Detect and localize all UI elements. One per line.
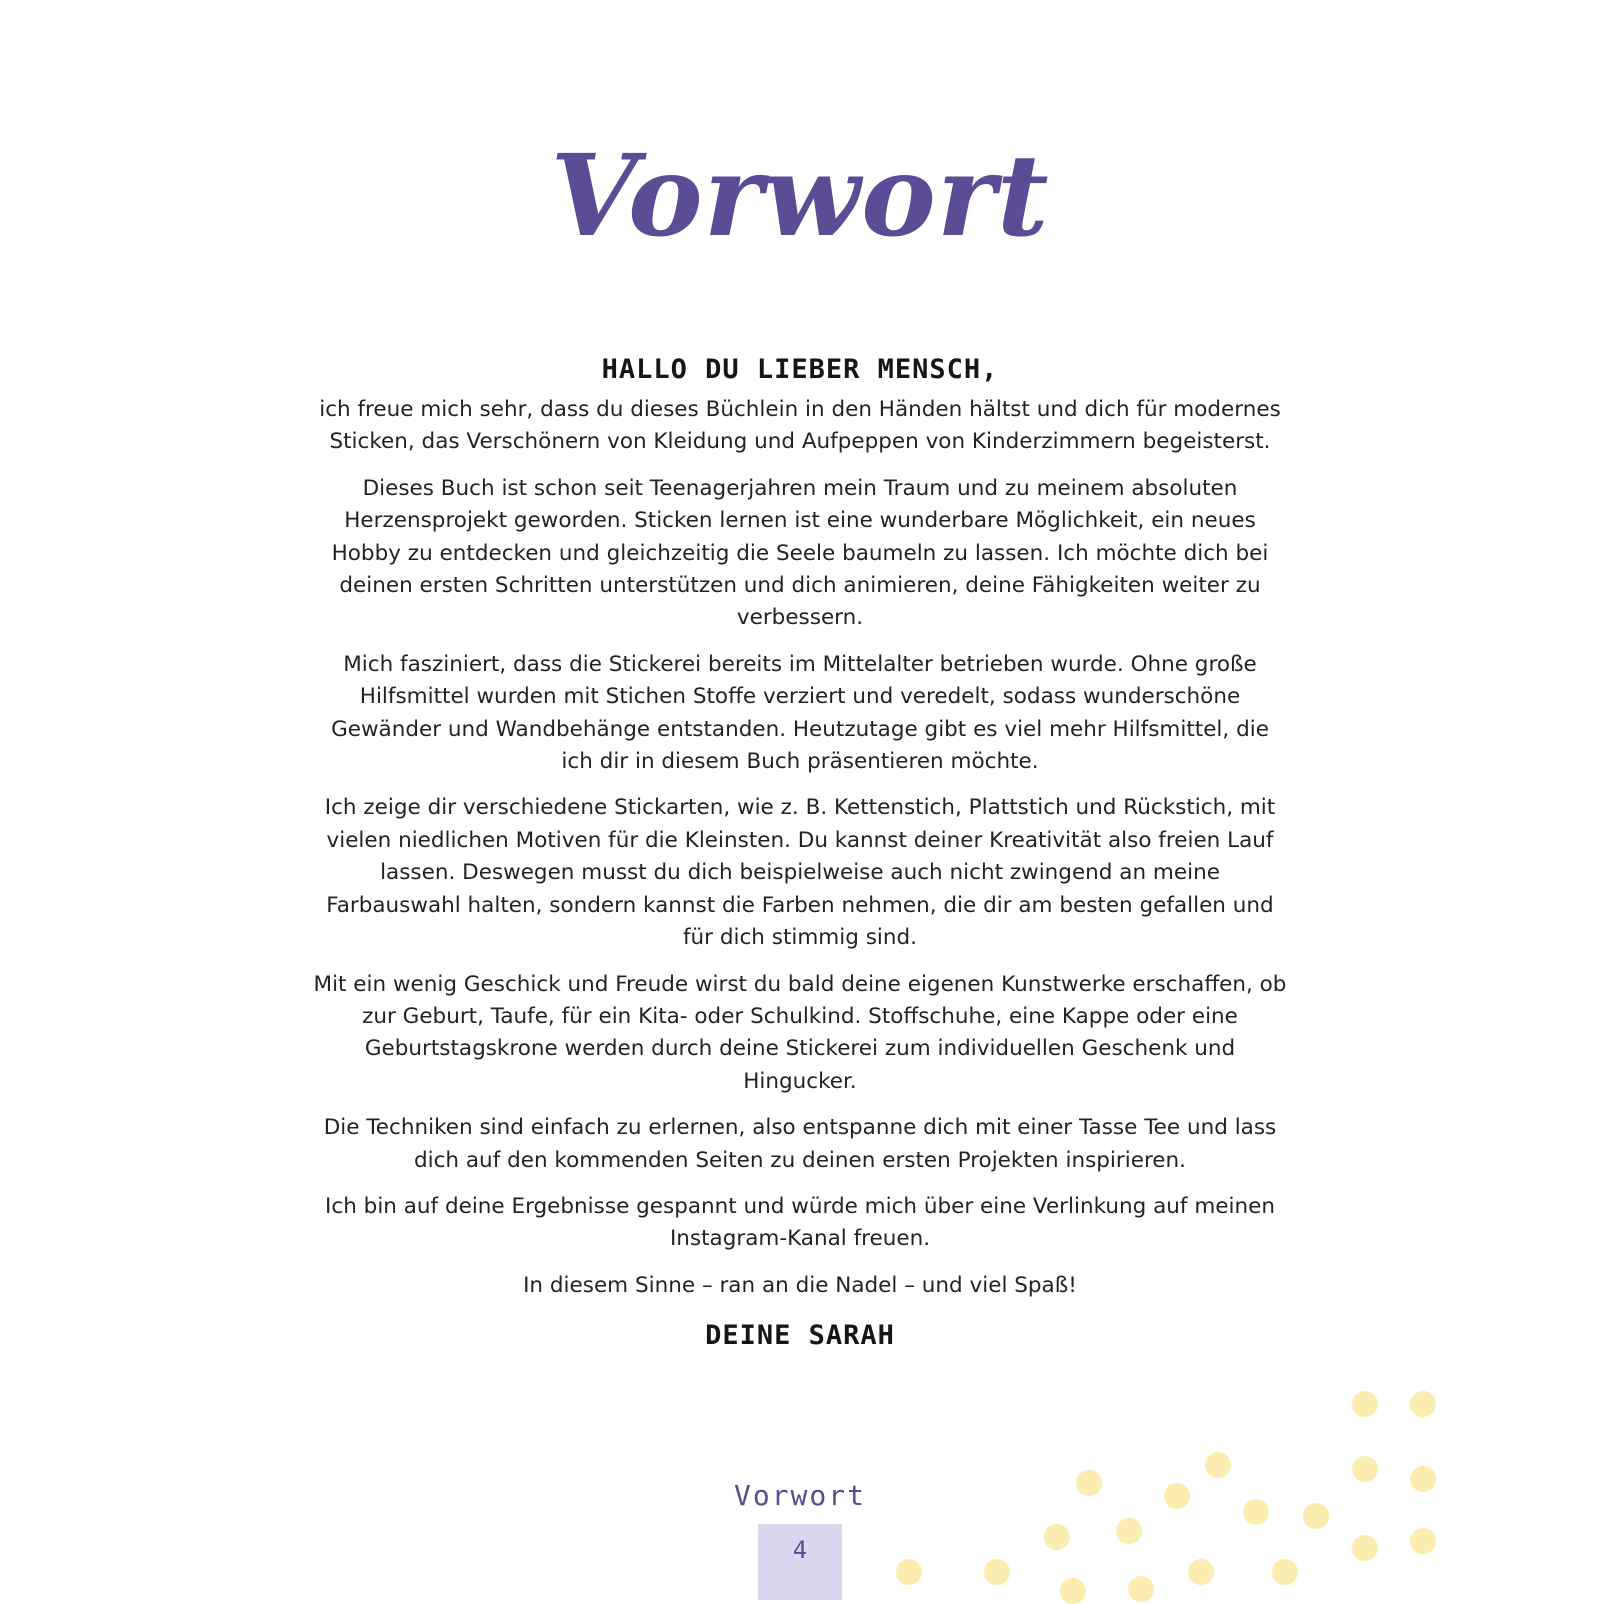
decorative-dot (1060, 1578, 1086, 1604)
decorative-dot (1352, 1535, 1378, 1561)
paragraph-2: Dieses Buch ist schon seit Teenagerjahren mein Traum und zu meinem absoluten Herzensprojekt geworden. Sticken lernen ist eine wunderbare Möglichkeit, ein neues Hobby zu entdecken und gleichzeitig die Seele baumeln zu lassen. Ich möchte dich bei deinen ersten Schritten unterstützen und dich animieren, deine Fähigkeiten weiter zu verbessern. (331, 475, 1269, 631)
decorative-dot (1272, 1559, 1298, 1585)
sign-off: DEINE SARAH (705, 1320, 895, 1352)
page-number: 4 (758, 1524, 842, 1600)
paragraph-1: ich freue mich sehr, dass du dieses Büchlein in den Händen hältst und dich für modernes Sticken, das Verschönern von Kleidung und Aufpeppen von Kinderzimmern begeisterst. (319, 397, 1281, 455)
decorative-dot (1116, 1518, 1142, 1544)
decorative-dot (1128, 1576, 1154, 1602)
paragraph-5: Mit ein wenig Geschick und Freude wirst du bald deine eigenen Kunstwerke erschaffen, ob zur Geburt, Taufe, für ein Kita- oder Schulkind. Stoffschuhe, eine Kappe oder eine Geburtstagskrone werden durch deine Stickerei zum individuellen Geschenk und Hingucker. (313, 971, 1287, 1094)
decorative-dot (1188, 1559, 1214, 1585)
paragraph-6: Die Techniken sind einfach zu erlernen, also entspanne dich mit einer Tasse Tee und lass dich auf den kommenden Seiten zu deinen ersten Projekten inspirieren. (323, 1115, 1277, 1173)
paragraph-3: Mich fasziniert, dass die Stickerei bereits im Mittelalter betrieben wurde. Ohne große Hilfsmittel wurden mit Stichen Stoffe verziert und veredelt, sodass wunderschöne Gewänder und Wandbehänge entstanden. Heutzutage gibt es viel mehr Hilfsmittel, die ich dir in diesem Buch präsentieren möchte. (331, 651, 1269, 775)
decorative-dot (1352, 1391, 1378, 1417)
decorative-dot (1410, 1391, 1436, 1417)
page-title: Vorwort (550, 131, 1050, 263)
paragraph-7: Ich bin auf deine Ergebnisse gespannt und würde mich über eine Verlinkung auf meinen Instagram-Kanal freuen. (325, 1193, 1275, 1252)
paragraph-8: In diesem Sinne – ran an die Nadel – und viel Spaß! (523, 1272, 1077, 1298)
decorative-dot (1044, 1524, 1070, 1550)
footer-chapter-label: Vorwort (733, 1479, 866, 1512)
decorative-dot (1410, 1528, 1436, 1554)
decorative-dot (984, 1559, 1010, 1585)
decorative-dot (1205, 1452, 1231, 1478)
decorative-dot (896, 1559, 922, 1585)
foreword-body (312, 350, 1288, 1356)
greeting-heading: HALLO DU LIEBER MENSCH, (601, 354, 999, 385)
paragraph-4: Ich zeige dir verschiedene Stickarten, wie z. B. Kettenstich, Plattstich und Rückstich, mit vielen niedlichen Motiven für die Kleinsten. Du kannst deiner Kreativität also freien Lauf lassen. Deswegen musst du dich beispielweise auch nicht zwingend an meine Farbauswahl halten, sondern kannst die Farben nehmen, die dir am besten gefallen und für dich stimmig sind. (324, 795, 1276, 951)
